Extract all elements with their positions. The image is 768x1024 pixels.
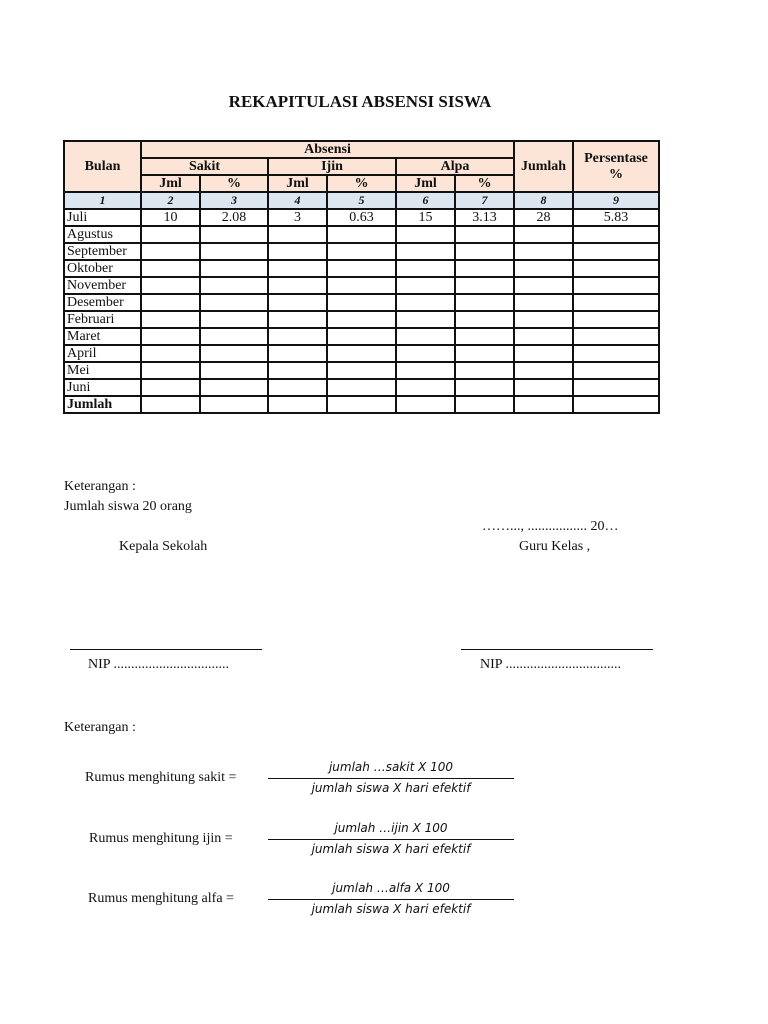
fraction-line [268, 778, 514, 779]
table-cell [573, 294, 659, 311]
table-cell [396, 362, 455, 379]
month-cell: November [64, 277, 141, 294]
total-row [64, 396, 659, 413]
table-cell [200, 328, 268, 345]
table-row [64, 328, 659, 345]
table-cell [514, 260, 573, 277]
table-cell [268, 294, 327, 311]
fraction-line [268, 899, 514, 900]
month-cell: Februari [64, 311, 141, 328]
right-nip: NIP ................................. [480, 657, 622, 672]
table-cell [327, 260, 396, 277]
table-cell [141, 345, 200, 362]
column-number-row [64, 192, 659, 209]
table-cell [514, 345, 573, 362]
table-cell [455, 345, 514, 362]
table-cell [327, 345, 396, 362]
fraction-line [268, 839, 514, 840]
table-cell [455, 243, 514, 260]
table-cell [396, 294, 455, 311]
table-cell [200, 362, 268, 379]
table-cell [200, 379, 268, 396]
table-cell [327, 277, 396, 294]
table-cell [514, 277, 573, 294]
table-cell [200, 294, 268, 311]
table-row [64, 311, 659, 328]
table-cell [573, 362, 659, 379]
table-cell [268, 345, 327, 362]
header-alpa-jml: Jml [396, 175, 455, 192]
col-number: 5 [327, 192, 396, 209]
header-persentase: Persentase % [573, 141, 659, 192]
formula-numerator: jumlah …sakit X 100 [328, 760, 454, 774]
table-cell [327, 226, 396, 243]
student-count-note: Jumlah siswa 20 orang [64, 499, 192, 514]
col-number: 4 [268, 192, 327, 209]
table-cell [573, 379, 659, 396]
table-cell [141, 379, 200, 396]
table-cell [141, 260, 200, 277]
table-cell [141, 243, 200, 260]
table-cell [141, 328, 200, 345]
table-cell: 28 [514, 209, 573, 226]
place-date: ……..., ................. 20… [482, 519, 619, 534]
table-cell [268, 226, 327, 243]
table-row [64, 260, 659, 277]
header-bulan: Bulan [64, 141, 141, 192]
table-cell [200, 345, 268, 362]
left-nip: NIP ................................. [88, 657, 230, 672]
month-cell: Juni [64, 379, 141, 396]
table-cell [573, 396, 659, 413]
month-cell: Desember [64, 294, 141, 311]
table-cell [327, 379, 396, 396]
table-cell [200, 260, 268, 277]
table-cell [327, 294, 396, 311]
table-cell [327, 328, 396, 345]
table-row [64, 209, 659, 226]
table-cell [514, 294, 573, 311]
table-cell [327, 362, 396, 379]
table-cell [200, 396, 268, 413]
table-cell [573, 226, 659, 243]
col-number: 7 [455, 192, 514, 209]
table-cell [455, 226, 514, 243]
table-cell [514, 328, 573, 345]
header-absensi: Absensi [141, 141, 514, 158]
table-cell [268, 362, 327, 379]
header-sakit-pct: % [200, 175, 268, 192]
table-cell [327, 311, 396, 328]
table-cell [455, 311, 514, 328]
table-row [64, 277, 659, 294]
table-cell [141, 362, 200, 379]
table-cell [396, 328, 455, 345]
table-cell [573, 311, 659, 328]
table-cell [141, 396, 200, 413]
table-cell [573, 243, 659, 260]
table-cell: 2.08 [200, 209, 268, 226]
month-cell: Maret [64, 328, 141, 345]
table-row [64, 294, 659, 311]
table-cell [141, 277, 200, 294]
month-cell: Juli [64, 209, 141, 226]
table-cell: 10 [141, 209, 200, 226]
table-cell [396, 379, 455, 396]
table-cell [455, 379, 514, 396]
left-signature-line [70, 649, 262, 650]
table-cell [268, 379, 327, 396]
table-cell: 5.83 [573, 209, 659, 226]
formula-label: Rumus menghitung alfa = [88, 891, 234, 906]
table-cell [455, 294, 514, 311]
table-cell [514, 311, 573, 328]
table-cell [141, 294, 200, 311]
table-row [64, 345, 659, 362]
table-cell [396, 277, 455, 294]
table-cell [268, 311, 327, 328]
header-jumlah: Jumlah [514, 141, 573, 192]
formula-denominator: jumlah siswa X hari efektif [311, 842, 471, 856]
formula-numerator: jumlah …ijin X 100 [334, 821, 448, 835]
table-cell [455, 362, 514, 379]
right-signer-role: Guru Kelas , [519, 539, 591, 554]
table-cell [396, 345, 455, 362]
formula-numerator: jumlah …alfa X 100 [332, 881, 450, 895]
table-cell [327, 396, 396, 413]
header-ijin: Ijin [268, 158, 396, 175]
header-alpa-pct: % [455, 175, 514, 192]
table-cell [200, 311, 268, 328]
table-cell [573, 345, 659, 362]
table-cell [514, 226, 573, 243]
table-cell [268, 260, 327, 277]
table-cell [268, 396, 327, 413]
table-cell [455, 396, 514, 413]
table-cell [268, 243, 327, 260]
table-cell: 3.13 [455, 209, 514, 226]
header-ijin-jml: Jml [268, 175, 327, 192]
month-cell: Mei [64, 362, 141, 379]
table-cell [455, 277, 514, 294]
attendance-table [63, 140, 660, 414]
table-cell [396, 260, 455, 277]
right-signature-line [461, 649, 653, 650]
keterangan-label: Keterangan : [64, 479, 136, 494]
header-ijin-pct: % [327, 175, 396, 192]
table-cell [268, 277, 327, 294]
formula-keterangan: Keterangan : [64, 720, 136, 735]
table-row [64, 379, 659, 396]
table-cell [396, 396, 455, 413]
table-cell [573, 328, 659, 345]
month-cell: Oktober [64, 260, 141, 277]
header-sakit: Sakit [141, 158, 268, 175]
formula-label: Rumus menghitung sakit = [85, 770, 237, 785]
page-title: REKAPITULASI ABSENSI SISWA [228, 92, 492, 111]
table-cell [455, 260, 514, 277]
formula-denominator: jumlah siswa X hari efektif [311, 902, 471, 916]
header-alpa: Alpa [396, 158, 514, 175]
table-cell [200, 226, 268, 243]
table-cell [396, 226, 455, 243]
formula-denominator: jumlah siswa X hari efektif [311, 781, 471, 795]
col-number: 8 [514, 192, 573, 209]
table-cell [514, 379, 573, 396]
month-cell: September [64, 243, 141, 260]
table-cell: 15 [396, 209, 455, 226]
table-cell [200, 277, 268, 294]
col-number: 2 [141, 192, 200, 209]
table-cell: 0.63 [327, 209, 396, 226]
table-cell [396, 311, 455, 328]
table-cell [573, 260, 659, 277]
header-sakit-jml: Jml [141, 175, 200, 192]
table-cell [268, 328, 327, 345]
table-cell [514, 362, 573, 379]
total-label: Jumlah [64, 396, 141, 413]
table-row [64, 362, 659, 379]
table-row [64, 226, 659, 243]
table-cell [514, 243, 573, 260]
left-signer-role: Kepala Sekolah [119, 539, 208, 554]
table-cell [514, 396, 573, 413]
col-number: 9 [573, 192, 659, 209]
table-cell [141, 311, 200, 328]
formula-label: Rumus menghitung ijin = [89, 831, 233, 846]
col-number: 3 [200, 192, 268, 209]
table-cell [573, 277, 659, 294]
table-cell: 3 [268, 209, 327, 226]
table-cell [200, 243, 268, 260]
col-number: 1 [64, 192, 141, 209]
month-cell: April [64, 345, 141, 362]
table-cell [396, 243, 455, 260]
table-cell [141, 226, 200, 243]
col-number: 6 [396, 192, 455, 209]
month-cell: Agustus [64, 226, 141, 243]
table-cell [455, 328, 514, 345]
table-row [64, 243, 659, 260]
table-cell [327, 243, 396, 260]
